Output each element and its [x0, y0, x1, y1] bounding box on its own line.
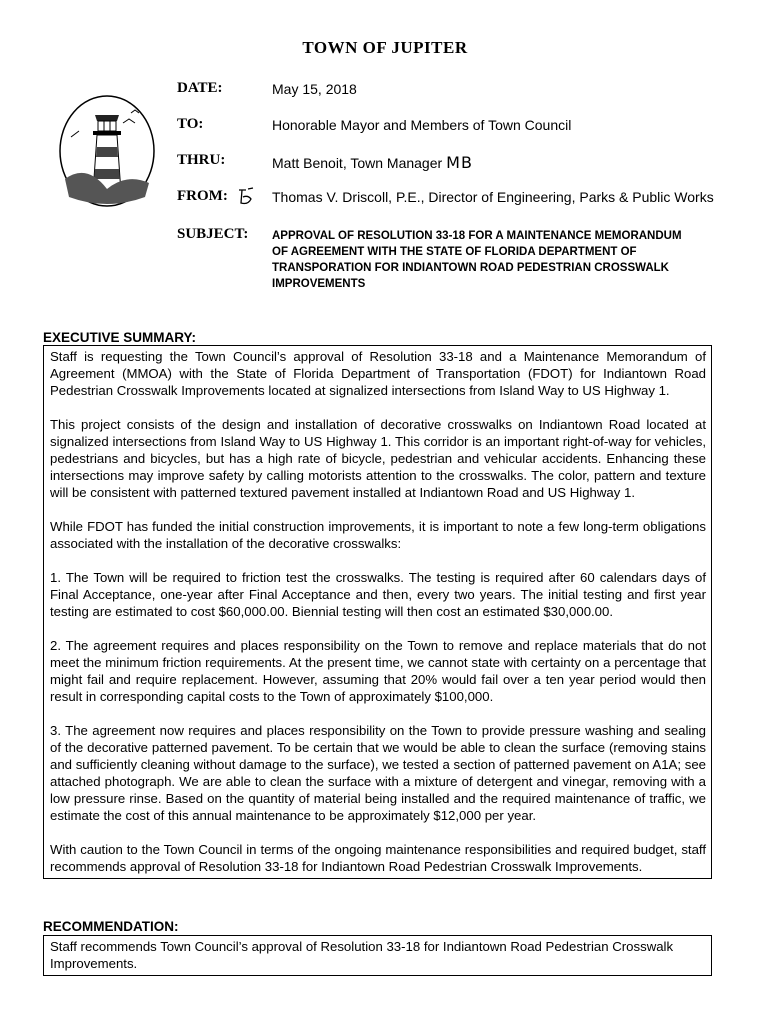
subject-value: APPROVAL OF RESOLUTION 33-18 FOR A MAINTENANCE MEMORANDUM OF AGREEMENT WITH THE STATE OF FLORIDA DEPARTMENT OF TRANSPORATION FOR INDIANTOWN ROAD PEDESTRIAN CROSSWALK IMPROVEMENTS — [272, 230, 682, 290]
thru-row — [272, 153, 473, 172]
document-title: TOWN OF JUPITER — [302, 38, 468, 57]
summary-paragraph: This project consists of the design and installation of decorative crosswalks on Indiantown Road located at signalized intersections from Island Way to US Highway 1. This corridor is an important right-of-way for vehicles, pedestrians and bicycles, but has a high rate of bicycle, pedestrian and vehicular accidents. Enhancing these intersections may improve safety by calling motorists attention to the crosswalks. The color, pattern and texture will be consistent with patterned textured pavement installed at Indiantown Road and US Highway 1. — [50, 417, 706, 500]
executive-summary-heading: EXECUTIVE SUMMARY: — [43, 330, 197, 345]
summary-paragraph: 2. The agreement requires and places responsibility on the Town to remove and replace materials that do not meet the minimum friction requirements. At the present time, we cannot state with certainty on a percentage that might fail and require replacement. However, assuming that 20% would fail over a ten year period would then result in corresponding capital costs to the Town of approximately $100,000. — [50, 638, 706, 704]
manager-initials: MB — [446, 153, 473, 172]
summary-paragraph: Staff is requesting the Town Council’s approval of Resolution 33-18 and a Maintenance Memorandum of Agreement (MMOA) with the State of Florida Department of Transportation (FDOT) for Indiantown Road Pedestrian Crosswalk Improvements located at signalized intersections from Island Way to US Highway 1. — [50, 349, 706, 398]
summary-paragraph: 3. The agreement now requires and places responsibility on the Town to provide pressure washing and sealing of the decorative patterned pavement. To be certain that we would be able to clean the surface (removing stains and sufficiently cleaning without damage to the surface), we tested a section of patterned pavement on A1A; see attached photograph. We are able to clean the surface with a mixture of detergent and vinegar, removing with a low pressure rinse. Based on the quantity of material being installed and the required maintenance of traffic, we estimate the cost of this annual maintenance to be approximately $12,000 per year. — [50, 723, 706, 823]
initials-signature-icon — [236, 186, 256, 206]
recommendation-box — [43, 935, 712, 976]
summary-paragraph: 1. The Town will be required to friction test the crosswalks. The testing is required after 60 calendars days of Final Acceptance, one-year after Final Acceptance and then, every two years. The initial testing and first year testing are estimated to cost $60,000.00. Biennial testing will then cost an estimated $30,000.00. — [50, 570, 706, 619]
recommendation-heading: RECOMMENDATION: — [43, 919, 179, 934]
from-label: FROM: — [177, 188, 228, 204]
to-value: Honorable Mayor and Members of Town Council — [272, 117, 572, 133]
from-value: Thomas V. Driscoll, P.E., Director of Engineering, Parks & Public Works — [272, 189, 714, 205]
summary-paragraph: While FDOT has funded the initial construction improvements, it is important to note a few long-term obligations associated with the installation of the decorative crosswalks: — [50, 519, 706, 551]
recommendation-text: Staff recommends Town Council’s approval of Resolution 33-18 for Indiantown Road Pedestrian Crosswalk Improvements. — [50, 939, 674, 971]
lighthouse-logo-icon — [57, 93, 157, 209]
date-value: May 15, 2018 — [272, 81, 357, 97]
to-label: TO: — [177, 116, 204, 132]
date-label: DATE: — [177, 80, 223, 96]
thru-label: THRU: — [177, 152, 226, 168]
summary-paragraph: With caution to the Town Council in terms of the ongoing maintenance responsibilities and required budget, staff recommends approval of Resolution 33-18 for Indiantown Road Pedestrian Crosswalk Improvements. — [50, 842, 706, 874]
executive-summary-box — [43, 345, 712, 879]
thru-value: Matt Benoit, Town Manager — [272, 155, 443, 171]
subject-label: SUBJECT: — [177, 226, 249, 242]
